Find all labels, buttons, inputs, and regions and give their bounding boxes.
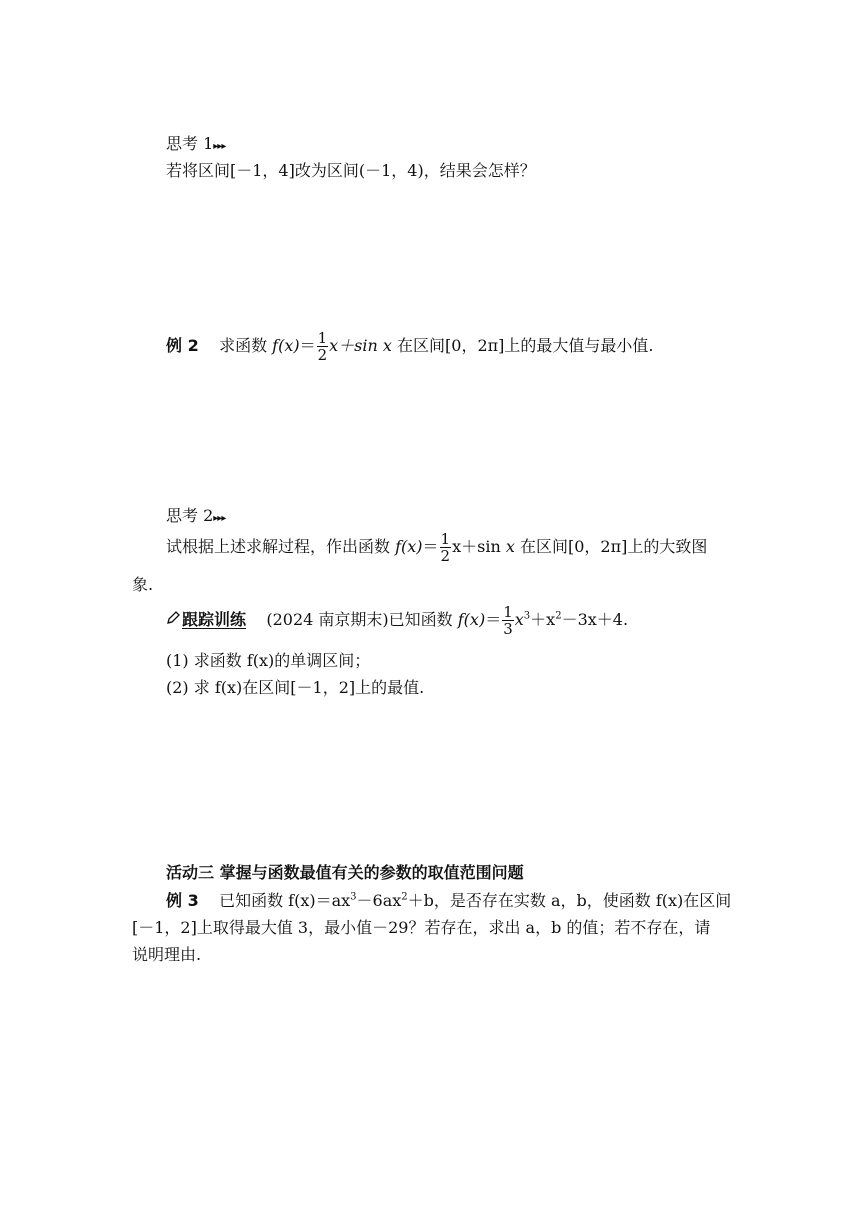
example3-text-a: 已知函数 f(x)＝ax bbox=[219, 891, 351, 910]
example3-text-b: －6ax bbox=[356, 891, 402, 910]
example2-rest: 在区间[0，2π]上的最大值与最小值. bbox=[391, 336, 654, 355]
exponent: 2 bbox=[555, 610, 562, 622]
fraction-one-half bbox=[317, 330, 329, 363]
example2-line bbox=[166, 330, 653, 363]
term-x: x bbox=[514, 610, 524, 629]
example3-line3: 说明理由. bbox=[132, 945, 202, 964]
think2-text: 试根据上述求解过程，作出函数 bbox=[166, 537, 396, 556]
fraction-one-third bbox=[502, 604, 514, 637]
example2-label: 例 2 bbox=[166, 336, 199, 355]
equals-sign: ＝ bbox=[485, 610, 502, 629]
frac-den: 3 bbox=[503, 620, 513, 638]
tracking-fx: f(x) bbox=[457, 610, 486, 629]
example3-label: 例 3 bbox=[166, 891, 199, 910]
think2-label: 思考 2 bbox=[166, 506, 214, 525]
think1-label: 思考 1 bbox=[166, 134, 214, 153]
think2-x: x bbox=[505, 537, 515, 556]
example2-expr: x＋sin bbox=[329, 336, 383, 355]
example2-intro: 求函数 bbox=[219, 336, 273, 355]
frac-num: 1 bbox=[440, 530, 451, 548]
term-x2: ＋x bbox=[530, 610, 556, 629]
fraction-one-half bbox=[440, 531, 452, 564]
pen-icon bbox=[166, 605, 180, 635]
tracking-item-2: (2) 求 f(x)在区间[－1，2]上的最值. bbox=[166, 678, 425, 697]
example2-x: x bbox=[382, 336, 392, 355]
think1-question: 若将区间[－1，4]改为区间(－1，4)，结果会怎样？ bbox=[166, 161, 536, 180]
exponent: 2 bbox=[401, 891, 408, 903]
think2-rest: 在区间[0，2π]上的大致图 bbox=[514, 537, 708, 556]
tracking-source: (2024 南京期末)已知函数 bbox=[266, 610, 458, 629]
equals-sign: ＝ bbox=[422, 537, 439, 556]
exponent: 3 bbox=[523, 610, 531, 622]
think2-expr: x＋sin bbox=[452, 537, 506, 556]
activity3-heading: 活动三 掌握与函数最值有关的参数的取值范围问题 bbox=[166, 863, 524, 882]
think2-heading bbox=[166, 505, 225, 530]
think2-line2: 象. bbox=[132, 575, 154, 594]
frac-den: 2 bbox=[317, 346, 328, 364]
exponent: 3 bbox=[350, 891, 357, 903]
tracking-title: 跟踪训练 bbox=[182, 610, 247, 629]
example2-fx: f(x) bbox=[272, 336, 300, 355]
frac-num: 1 bbox=[503, 603, 513, 621]
frac-num: 1 bbox=[317, 329, 328, 347]
example3-text-c: ＋b，是否存在实数 a，b，使函数 f(x)在区间 bbox=[407, 891, 732, 910]
think2-fx: f(x) bbox=[395, 537, 423, 556]
term-rest: －3x＋4. bbox=[561, 610, 629, 629]
triple-arrow-icon: ▸▸▸ bbox=[213, 513, 226, 524]
example3-line2: [－1，2]上取得最大值 3，最小值－29？若存在，求出 a，b 的值；若不存在，请 bbox=[132, 918, 711, 937]
think2-line1 bbox=[166, 531, 707, 564]
tracking-line bbox=[166, 604, 628, 637]
example3-line1 bbox=[166, 890, 731, 912]
frac-den: 2 bbox=[440, 547, 451, 565]
think1-heading bbox=[166, 133, 225, 158]
equals-sign: ＝ bbox=[299, 336, 316, 355]
triple-arrow-icon: ▸▸▸ bbox=[213, 141, 226, 152]
tracking-item-1: (1) 求函数 f(x)的单调区间； bbox=[166, 651, 371, 670]
